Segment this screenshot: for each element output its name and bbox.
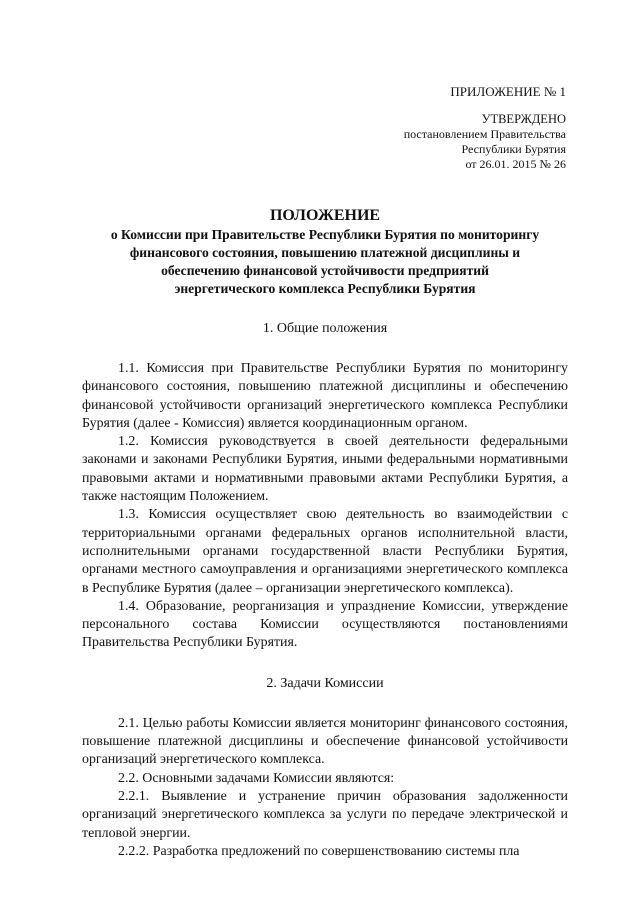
paragraph: 2.2.1. Выявление и устранение причин образования задолженности организаций энергетического комплекса за услуги по передаче электрической и тепловой энергии.: [82, 788, 568, 841]
subtitle-line: энергетического комплекса Республики Бурятия: [174, 281, 476, 296]
approval-by: постановлением Правительства: [403, 127, 566, 141]
paragraph: 1.3. Комиссия осуществляет свою деятельность во взаимодействии с территориальными органами федеральных органов исполнительной власти, исполнительными органами государственной власти Республики Бурятия, органами местного самоуправления и организациями энергетического комплекса в Республике Бурятия (далее – организации энергетического комплекса).: [82, 507, 568, 596]
subtitle-line: обеспечению финансовой устойчивости предприятий: [161, 263, 489, 278]
approval-date: от 26.01. 2015 № 26: [465, 157, 566, 171]
section-heading: 1. Общие положения: [262, 321, 388, 336]
paragraph: 1.2. Комиссия руководствуется в своей деятельности федеральными законами и законами Республики Бурятия, иными федеральными нормативными правовыми актами и нормативными правовыми актами Республики Бурятия, а также настоящим Положением.: [82, 434, 568, 505]
approval-approved: УТВЕРЖДЕНО: [481, 112, 566, 126]
subtitle-line: финансового состояния, повышению платежной дисциплины и: [129, 245, 521, 260]
paragraph: 2.2. Основными задачами Комиссии являются:: [118, 770, 395, 786]
section-general: [82, 320, 568, 653]
appendix-label: ПРИЛОЖЕНИЕ № 1: [450, 84, 566, 99]
section-heading: 2. Задачи Комиссии: [266, 675, 384, 691]
paragraph: 2.1. Целью работы Комиссии является мониторинг финансового состояния, повышение платежной дисциплины и обеспечение финансовой устойчивости организаций энергетического комплекса.: [82, 715, 568, 768]
approval-stamp: [82, 112, 566, 172]
approval-region: Республики Бурятия: [461, 142, 566, 156]
paragraph: 1.1. Комиссия при Правительстве Республики Бурятия по мониторингу финансового состояния, повышению платежной дисциплины и обеспечению финансовой устойчивости организаций энергетического комплекса Республики Бурятия (далее - Комиссия) является координационным органом.: [82, 361, 568, 431]
subtitle-line: о Комиссии при Правительстве Республики Бурятия по мониторингу: [110, 227, 540, 242]
paragraph: 2.2.2. Разработка предложений по совершенствованию системы пла: [118, 843, 520, 859]
section-tasks: [82, 675, 568, 861]
paragraph: 1.4. Образование, реорганизация и упразднение Комиссии, утверждение персонального состава Комиссии осуществляются постановлениями Правительства Республики Бурятия.: [82, 598, 568, 651]
document-title: ПОЛОЖЕНИЕ: [269, 207, 381, 224]
document-subtitle: [82, 226, 568, 298]
